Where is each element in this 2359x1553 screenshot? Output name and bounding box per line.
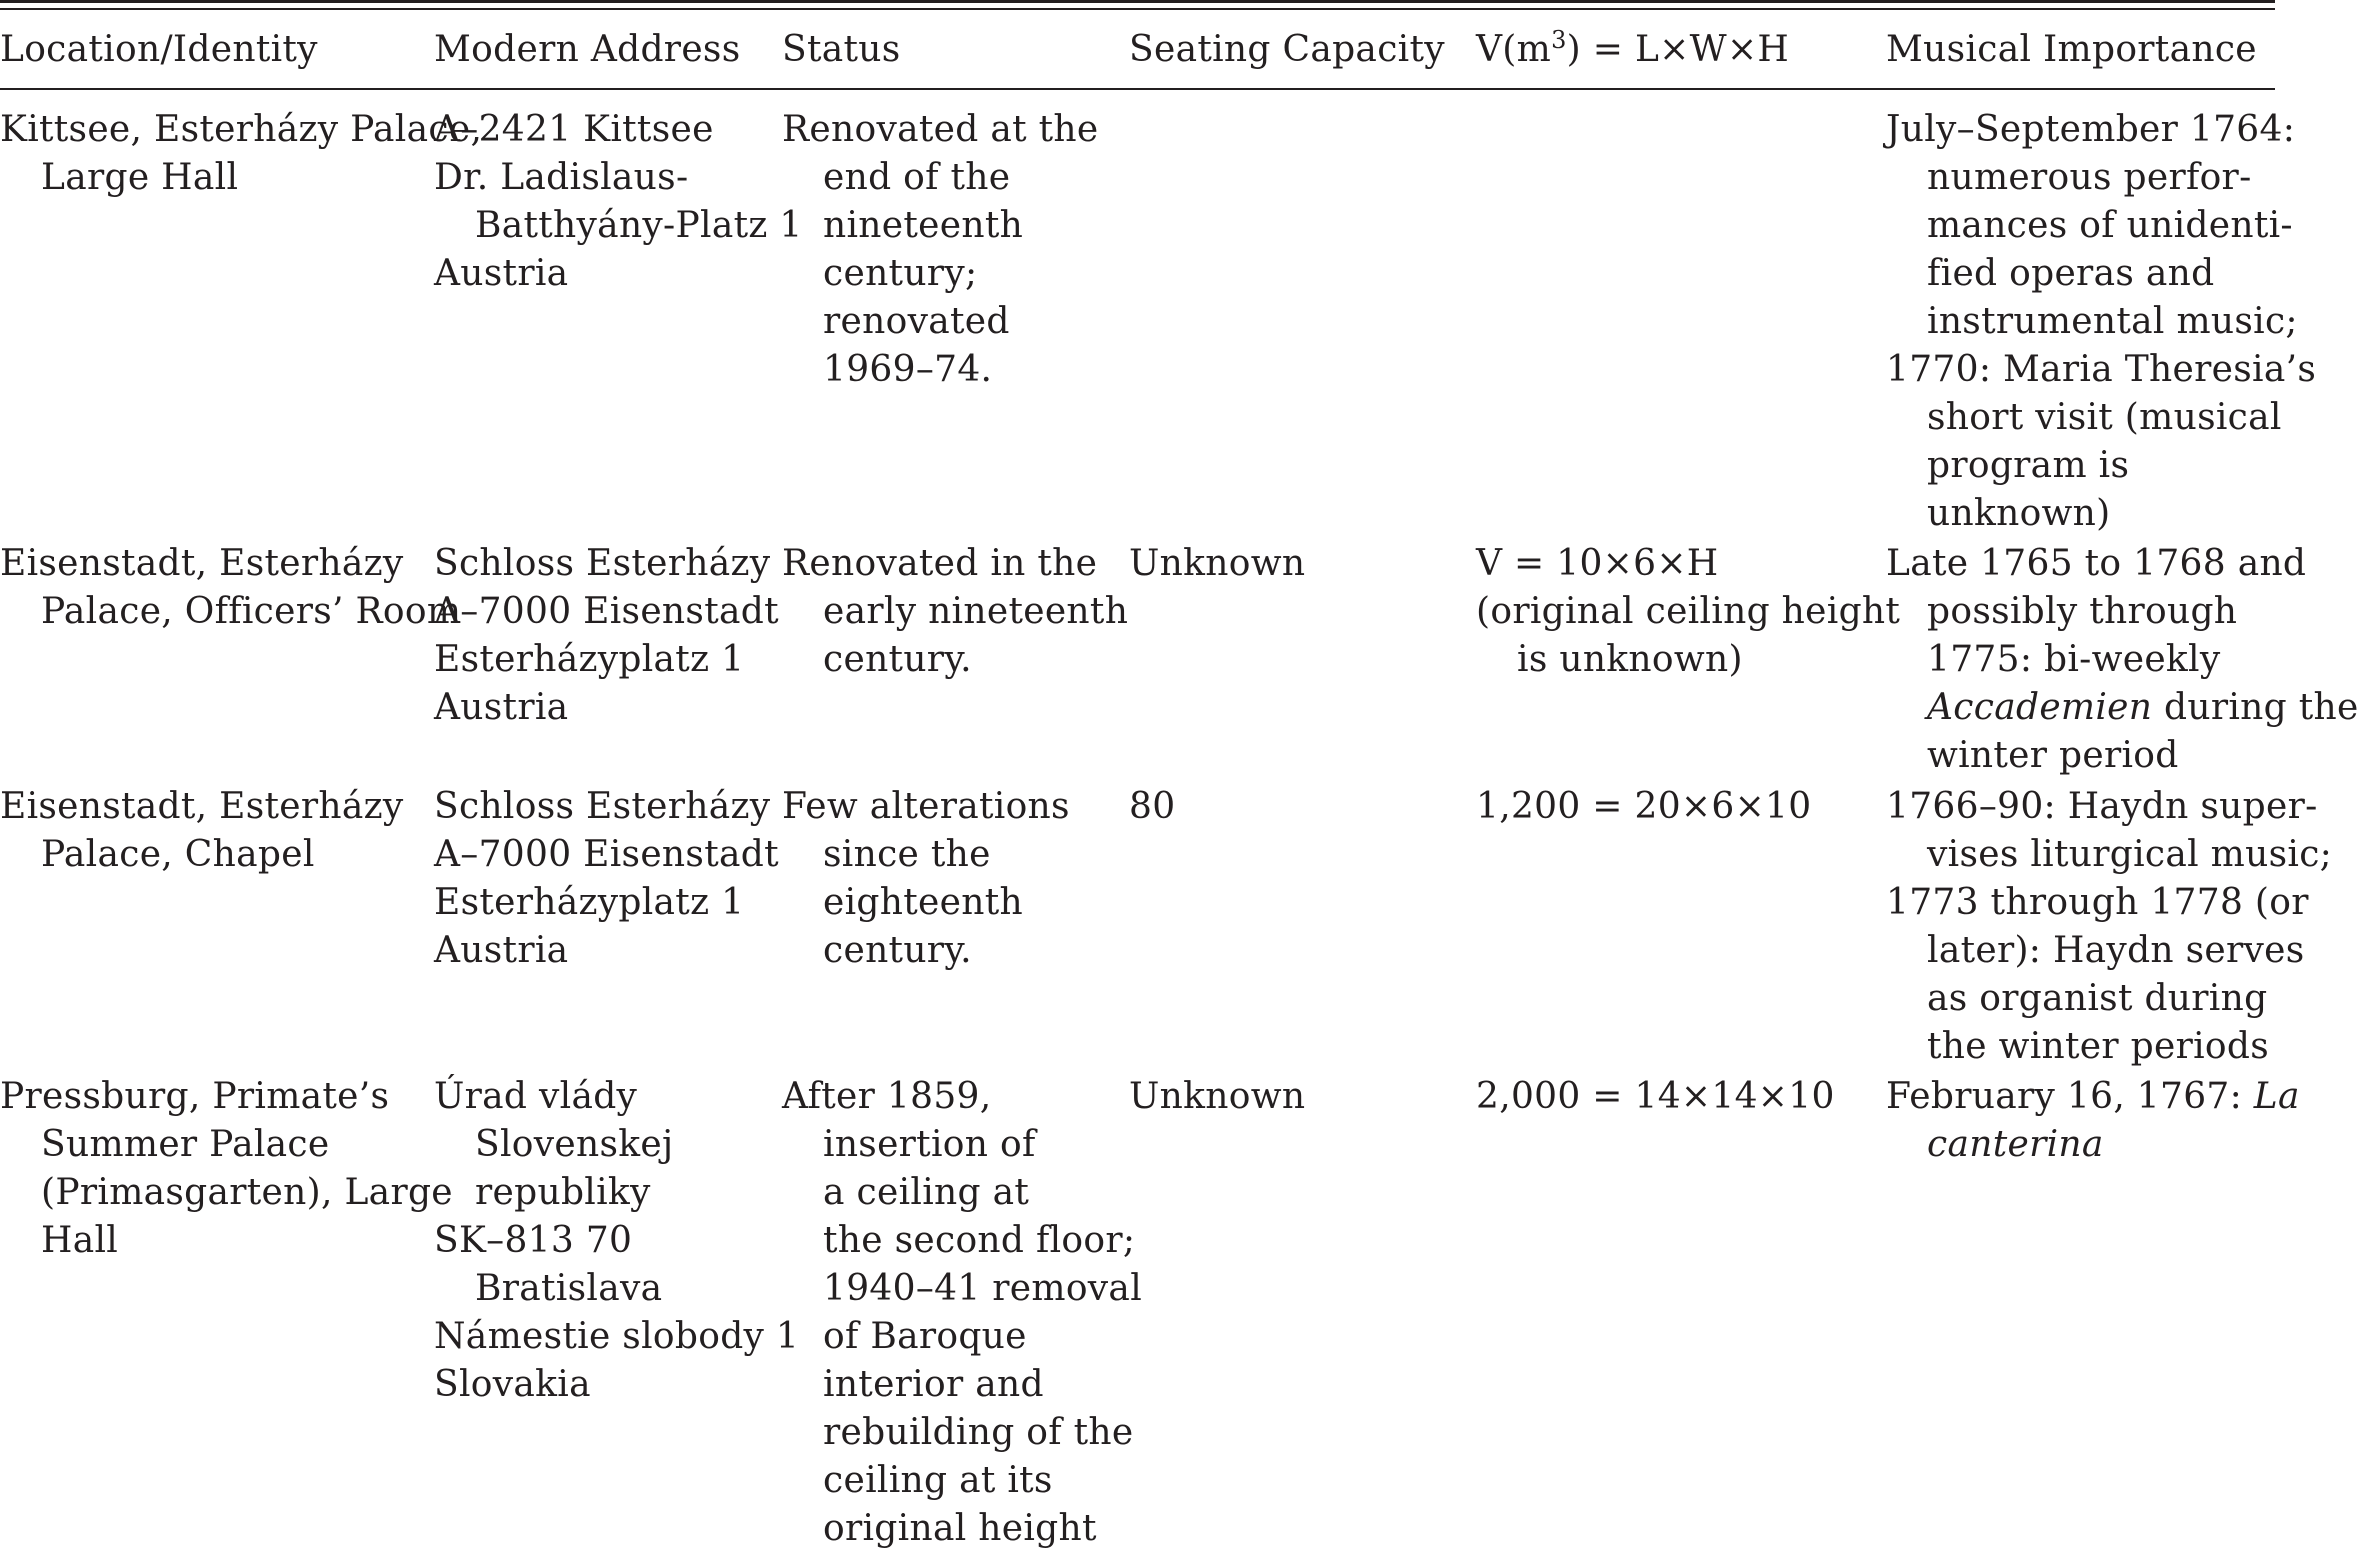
header-location: Location/Identity bbox=[0, 29, 318, 70]
cell-status: After 1859, insertion of a ceiling at the second floor; 1940–41 removal of Baroque interior and rebuilding of the ceiling at its original height bbox=[782, 1076, 1143, 1549]
header-volume-prefix: V(m bbox=[1476, 29, 1552, 70]
cell-seating: Unknown bbox=[1129, 1076, 1306, 1117]
cell-status: Few alterations since the eighteenth century. bbox=[782, 786, 1070, 971]
header-volume bbox=[1476, 26, 1789, 74]
cell-address: Schloss Esterházy A–7000 Eisenstadt Esterházyplatz 1 Austria bbox=[434, 786, 779, 971]
header-volume-sup: 3 bbox=[1551, 26, 1567, 54]
cell-volume: 1,200 = 20×6×10 bbox=[1476, 786, 1812, 827]
cell-importance: July–September 1764: numerous perfor- mances of unidenti- fied operas and instrumental music; 1770: Maria Theresia’s short visit (musical program is unknown) bbox=[1886, 109, 2317, 534]
cell-location: Kittsee, Esterházy Palace, Large Hall bbox=[0, 109, 483, 198]
header-volume-suffix: ) = L×W×H bbox=[1566, 29, 1790, 70]
cell-importance: Late 1765 to 1768 and possibly through 1775: bi-weekly Accademien during the winter period bbox=[1886, 543, 2359, 776]
table-top-rule-inner bbox=[0, 8, 2275, 10]
cell-status: Renovated at the end of the nineteenth century; renovated 1969–74. bbox=[782, 109, 1099, 390]
cell-seating: 80 bbox=[1129, 786, 1176, 827]
header-importance: Musical Importance bbox=[1886, 29, 2257, 70]
cell-importance: 1766–90: Haydn super- vises liturgical music; 1773 through 1778 (or later): Haydn serves as organist during the winter periods bbox=[1886, 786, 2333, 1067]
cell-location: Eisenstadt, Esterházy Palace, Chapel bbox=[0, 786, 404, 875]
cell-address: Schloss Esterházy A–7000 Eisenstadt Esterházyplatz 1 Austria bbox=[434, 543, 779, 728]
cell-volume: 2,000 = 14×14×10 bbox=[1476, 1076, 1835, 1117]
table-top-rule bbox=[0, 0, 2275, 3]
header-rule bbox=[0, 88, 2275, 90]
cell-location: Pressburg, Primate’s Summer Palace (Primasgarten), Large Hall bbox=[0, 1076, 453, 1261]
header-status: Status bbox=[782, 29, 901, 70]
cell-location: Eisenstadt, Esterházy Palace, Officers’ Room bbox=[0, 543, 462, 632]
cell-volume: V = 10×6×H (original ceiling height is unknown) bbox=[1476, 543, 1901, 680]
cell-address: Úrad vlády Slovenskej republiky SK–813 70 Bratislava Námestie slobody 1 Slovakia bbox=[434, 1076, 800, 1405]
header-address: Modern Address bbox=[434, 29, 741, 70]
header-seating: Seating Capacity bbox=[1129, 29, 1445, 70]
cell-seating: Unknown bbox=[1129, 543, 1306, 584]
cell-status: Renovated in the early nineteenth century. bbox=[782, 543, 1129, 680]
cell-address: A–2421 Kittsee Dr. Ladislaus- Batthyány-Platz 1 Austria bbox=[434, 109, 803, 294]
cell-importance: February 16, 1767: La canterina bbox=[1886, 1076, 2300, 1165]
